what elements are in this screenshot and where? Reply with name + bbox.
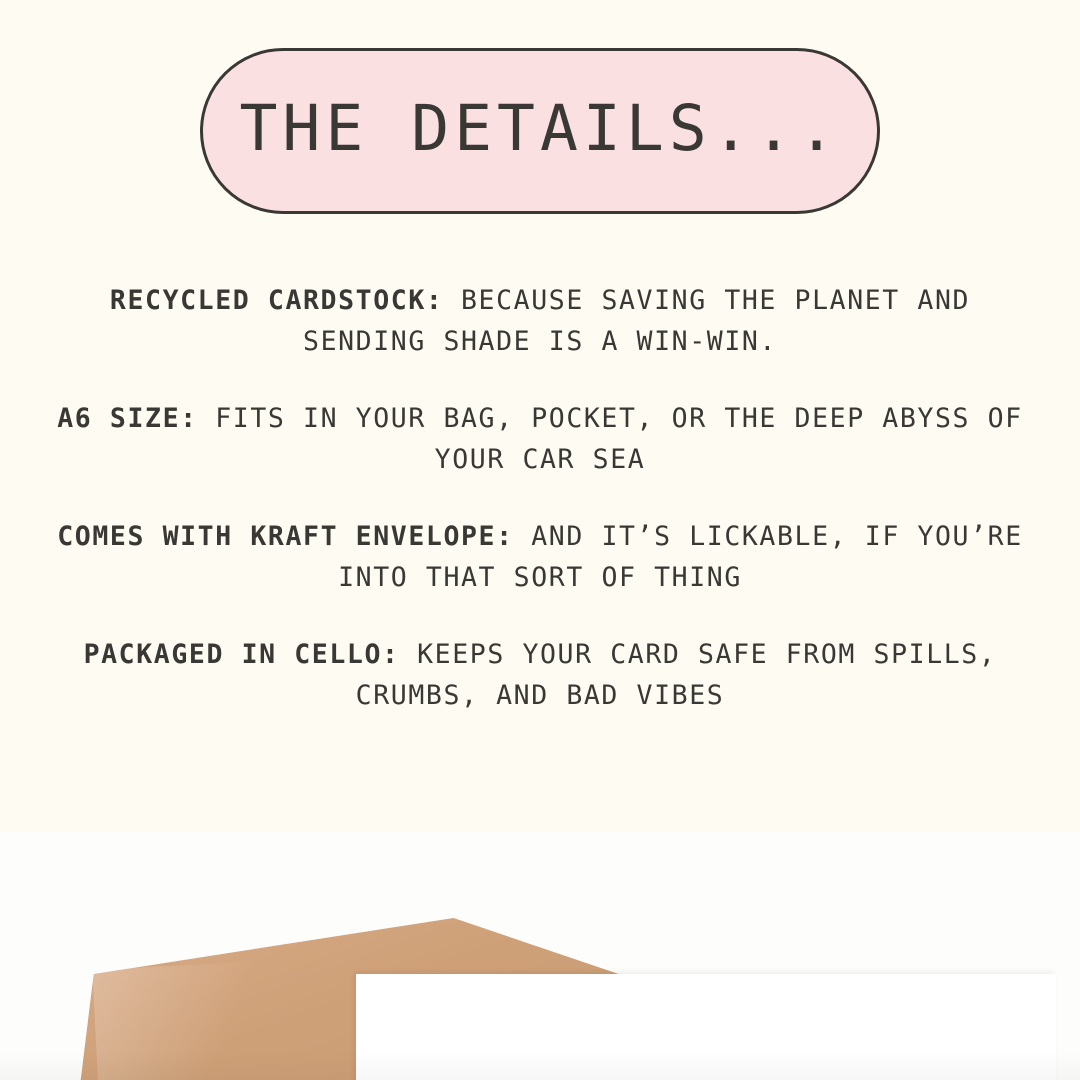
- title-section: [0, 48, 1080, 214]
- photo-shadow: [0, 1050, 1080, 1080]
- detail-body: KEEPS YOUR CARD SAFE FROM SPILLS, CRUMBS, AND BAD VIBES: [355, 639, 997, 712]
- details-list: [0, 280, 1080, 717]
- product-photo: [0, 832, 1080, 1080]
- page-title: THE DETAILS...: [239, 91, 841, 165]
- detail-label: A6 SIZE:: [57, 403, 198, 435]
- title-pill: [200, 48, 880, 214]
- list-item: [56, 634, 1024, 716]
- list-item: [56, 280, 1024, 362]
- detail-label: COMES WITH KRAFT ENVELOPE:: [57, 521, 514, 553]
- detail-body: BECAUSE SAVING THE PLANET AND SENDING SHADE IS A WIN-WIN.: [303, 285, 971, 358]
- detail-label: PACKAGED IN CELLO:: [83, 639, 400, 671]
- detail-body: FITS IN YOUR BAG, POCKET, OR THE DEEP ABYSS OF YOUR CAR SEA: [197, 403, 1023, 476]
- detail-body: AND IT’S LICKABLE, IF YOU’RE INTO THAT SORT OF THING: [338, 521, 1023, 594]
- detail-label: RECYCLED CARDSTOCK:: [109, 285, 444, 316]
- list-item: [56, 516, 1024, 598]
- list-item: [56, 398, 1024, 480]
